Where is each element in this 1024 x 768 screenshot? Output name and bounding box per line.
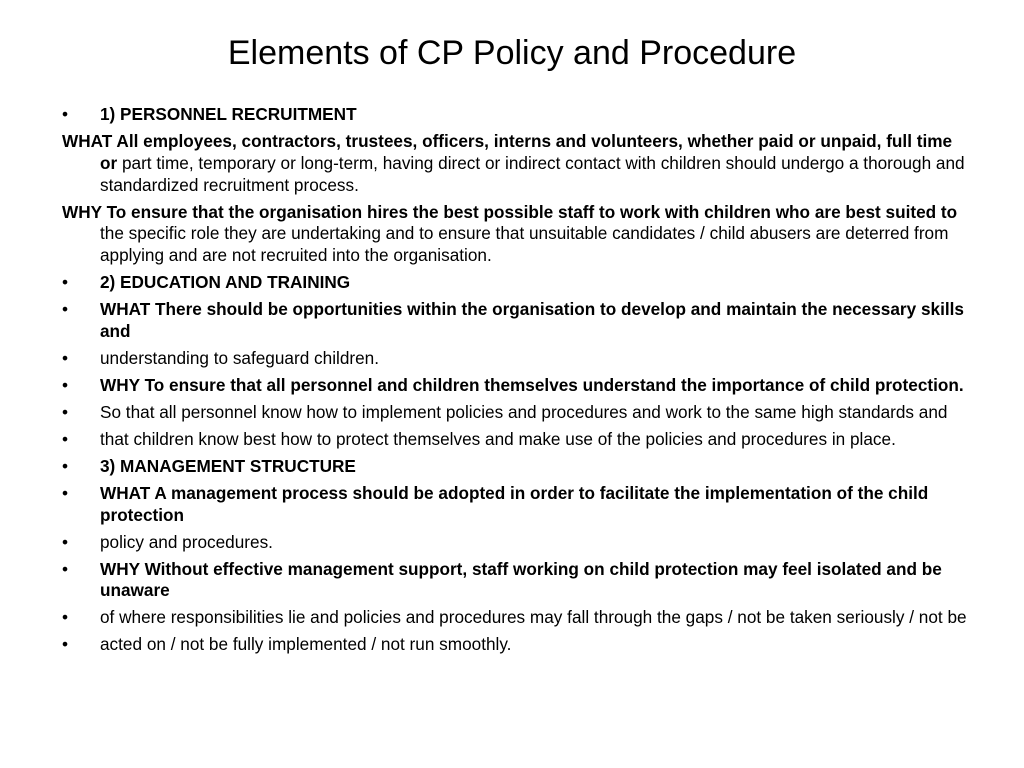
- body-text: that children know best how to protect themselves and make use of the policies and procedures in place.: [100, 428, 896, 449]
- body-text: So that all personnel know how to implement policies and procedures and work to the same high standards and: [100, 401, 948, 422]
- bullet-icon: •: [62, 607, 69, 628]
- bold-text: WHAT All employees, contractors, trustees, officers, interns and volunteers, whether paid or unpaid, full time or: [62, 130, 953, 173]
- bullet-icon: •: [62, 634, 69, 655]
- bold-text: WHY To ensure that all personnel and children themselves understand the importance of child protection.: [100, 374, 964, 395]
- bullet-icon: •: [62, 374, 69, 395]
- bullet-item: [62, 607, 970, 629]
- body-text: the specific role they are undertaking and to ensure that unsuitable candidates / child abusers are deterred from applying and are not recruited into the organisation.: [100, 223, 949, 266]
- bullet-item: [62, 559, 970, 603]
- body-text: part time, temporary or long-term, having direct or indirect contact with children should undergo a thorough and standardized recruitment process.: [100, 152, 965, 195]
- bullet-item: [62, 634, 970, 656]
- bold-text: 3) MANAGEMENT STRUCTURE: [100, 455, 356, 476]
- bullet-item: [62, 348, 970, 370]
- bullet-icon: •: [62, 482, 69, 503]
- bullet-icon: •: [62, 558, 69, 579]
- bullet-icon: •: [62, 299, 69, 320]
- paragraph-item: [62, 202, 970, 267]
- bullet-icon: •: [62, 401, 69, 422]
- bullet-icon: •: [62, 347, 69, 368]
- bold-text: WHY Without effective management support, staff working on child protection may feel isolated and be unaware: [100, 558, 942, 601]
- body-text: of where responsibilities lie and policies and procedures may fall through the gaps / not be taken seriously / not be: [100, 607, 967, 628]
- slide-title: Elements of CP Policy and Procedure: [227, 34, 797, 72]
- bullet-item: [62, 299, 970, 343]
- bold-text: WHY To ensure that the organisation hires the best possible staff to work with children who are best suited to: [62, 201, 958, 222]
- bullet-item: [62, 429, 970, 451]
- bullet-icon: •: [62, 104, 69, 124]
- body-text: understanding to safeguard children.: [100, 347, 380, 368]
- bold-text: 2) EDUCATION AND TRAINING: [100, 272, 351, 293]
- bullet-item: [62, 532, 970, 554]
- bullet-icon: •: [62, 531, 69, 552]
- bullet-item: [62, 483, 970, 527]
- bold-text: 1) PERSONNEL RECRUITMENT: [100, 104, 357, 124]
- bullet-item: [62, 272, 970, 294]
- body-text: acted on / not be fully implemented / not run smoothly.: [100, 634, 512, 655]
- slide-content: [62, 104, 970, 661]
- bold-text: WHAT There should be opportunities within the organisation to develop and maintain the necessary skills and: [100, 299, 964, 341]
- bullet-item: [62, 402, 970, 424]
- bullet-item: [62, 456, 970, 478]
- body-text: policy and procedures.: [100, 531, 273, 552]
- bullet-icon: •: [62, 272, 69, 293]
- bold-text: WHAT A management process should be adopted in order to facilitate the implementation of the child protection: [100, 482, 929, 525]
- bullet-icon: •: [62, 455, 69, 476]
- bullet-icon: •: [62, 428, 69, 449]
- bullet-item: [62, 375, 970, 397]
- bullet-item: [62, 104, 970, 126]
- paragraph-item: [62, 131, 970, 196]
